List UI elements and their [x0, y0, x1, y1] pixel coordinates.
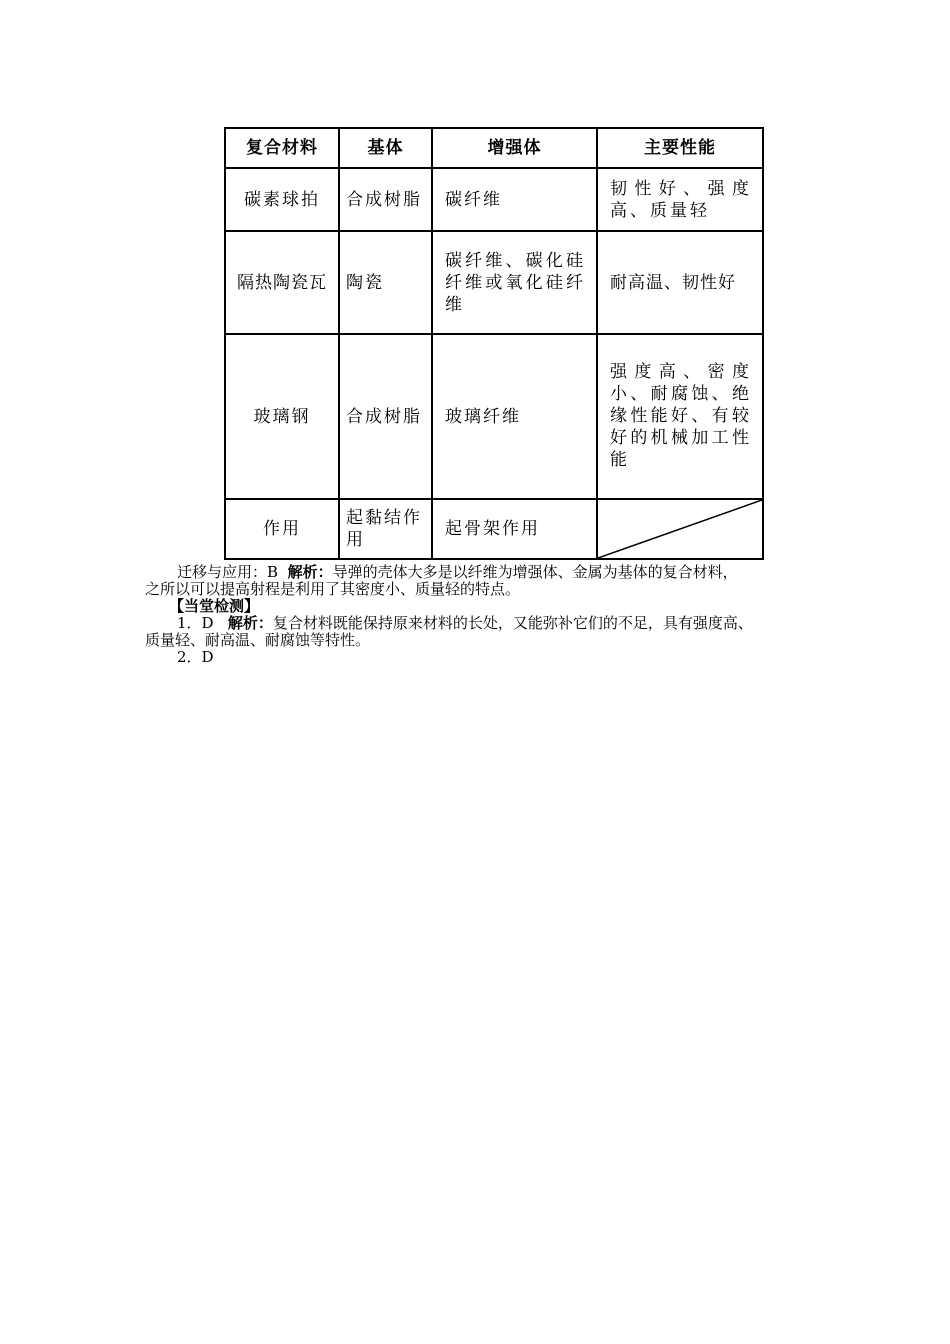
header-reinforcement: 增强体	[432, 128, 597, 168]
cell-reinforcement: 碳纤维	[432, 168, 597, 231]
table-row	[225, 334, 763, 499]
cell-material: 隔热陶瓷瓦	[225, 231, 339, 334]
cell-reinforcement-role: 起骨架作用	[432, 499, 597, 559]
analysis-label: 解析：	[227, 614, 273, 632]
diagonal-line	[598, 500, 762, 558]
section-title: 【当堂检测】	[169, 597, 260, 615]
header-material: 复合材料	[225, 128, 339, 168]
q1-line-1	[145, 615, 825, 632]
cell-properties: 强度高、密度小、耐腐蚀、绝缘性能好、有较好的机械加工性能	[597, 334, 763, 499]
cell-role-label: 作用	[225, 499, 339, 559]
cell-reinforcement: 碳纤维、碳化硅纤维或氧化硅纤维	[432, 231, 597, 334]
q2-line: 2．D	[177, 648, 214, 666]
cell-material: 玻璃钢	[225, 334, 339, 499]
table-header-row	[225, 128, 763, 168]
composite-materials-table	[224, 127, 764, 560]
transfer-line-1	[145, 564, 825, 581]
cell-material: 碳素球拍	[225, 168, 339, 231]
cell-properties: 韧性好、强度高、质量轻	[597, 168, 763, 231]
table-row	[225, 231, 763, 334]
header-matrix: 基体	[339, 128, 432, 168]
cell-matrix: 合成树脂	[339, 334, 432, 499]
cell-matrix: 合成树脂	[339, 168, 432, 231]
q1-answer: 1．D	[177, 614, 214, 632]
cell-matrix: 陶瓷	[339, 231, 432, 334]
transfer-answer: 迁移与应用：B	[177, 563, 279, 581]
diagonal-empty-cell	[597, 499, 763, 559]
analysis-label: 解析：	[287, 563, 333, 581]
transfer-analysis-1: 导弹的壳体大多是以纤维为增强体、金属为基体的复合材料，	[332, 563, 738, 581]
answer-block	[145, 564, 825, 666]
transfer-line-2: 之所以可以提高射程是利用了其密度小、质量轻的特点。	[145, 580, 521, 598]
cell-properties: 耐高温、韧性好	[597, 231, 763, 334]
table-row	[225, 499, 763, 559]
cell-matrix-role: 起黏结作用	[339, 499, 432, 559]
q1-line-2: 质量轻、耐高温、耐腐蚀等特性。	[145, 631, 371, 649]
table-row	[225, 168, 763, 231]
header-properties: 主要性能	[597, 128, 763, 168]
q1-analysis-1: 复合材料既能保持原来材料的长处，又能弥补它们的不足，具有强度高、	[272, 614, 753, 632]
cell-reinforcement: 玻璃纤维	[432, 334, 597, 499]
